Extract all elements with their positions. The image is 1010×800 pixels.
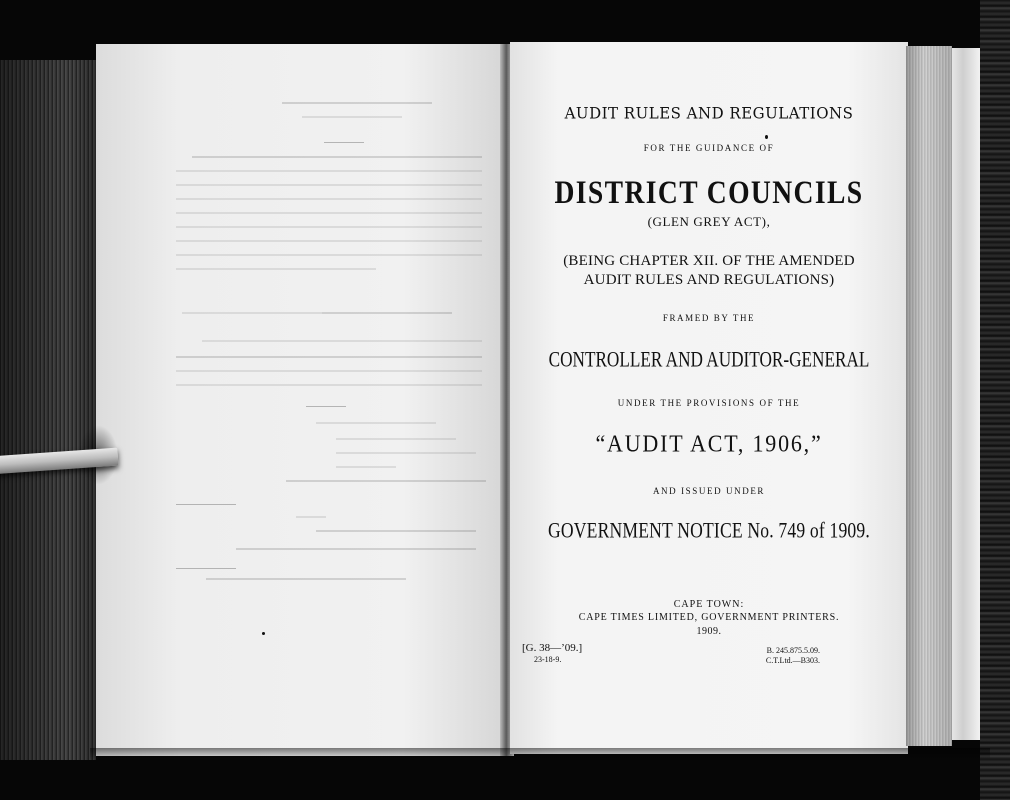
main-title: DISTRICT COUNCILS xyxy=(554,174,864,211)
ghost-text xyxy=(322,312,452,314)
author-title: CONTROLLER AND AUDITOR-GENERAL xyxy=(548,347,870,373)
ghost-text xyxy=(236,548,476,550)
ink-speck xyxy=(262,632,265,635)
act-title: “AUDIT ACT, 1906,” xyxy=(595,429,823,458)
ghost-text xyxy=(176,198,482,200)
right-edge-shade xyxy=(906,46,952,746)
ghost-text xyxy=(176,268,376,270)
printer-control-code: C.T.Ltd.—B303. xyxy=(765,656,820,665)
chapter-note-line1: (BEING CHAPTER XII. OF THE AMENDED xyxy=(563,253,855,269)
ghost-rule xyxy=(176,568,236,569)
ghost-text xyxy=(336,466,396,468)
ghost-text xyxy=(176,384,482,386)
ghost-rule xyxy=(176,504,236,505)
bottom-shadow xyxy=(90,748,990,760)
subtitle-guidance: FOR THE GUIDANCE OF xyxy=(643,143,775,153)
ghost-text xyxy=(302,116,402,118)
right-cover-board xyxy=(952,48,980,740)
ghost-text xyxy=(192,156,482,158)
ghost-text xyxy=(202,340,482,342)
ghost-text xyxy=(316,530,476,532)
ghost-text xyxy=(176,170,482,172)
ghost-text xyxy=(336,438,456,440)
imprint-printer: CAPE TIMES LIMITED, GOVERNMENT PRINTERS. xyxy=(578,612,840,623)
ghost-text xyxy=(316,422,436,424)
ghost-text xyxy=(176,254,482,256)
ghost-text xyxy=(206,578,406,580)
ghost-text xyxy=(286,480,486,482)
issued-under-label: AND ISSUED UNDER xyxy=(652,486,766,496)
ink-speck xyxy=(765,135,768,139)
marbled-cover-edge xyxy=(980,0,1010,800)
chapter-note-line2: AUDIT RULES AND REGULATIONS) xyxy=(583,272,835,288)
imprint-year: 1909. xyxy=(696,626,722,637)
framed-by-label: FRAMED BY THE xyxy=(662,313,756,323)
ghost-text xyxy=(182,312,322,314)
ghost-text xyxy=(176,240,482,242)
title-heading: AUDIT RULES AND REGULATIONS xyxy=(564,103,854,123)
government-notice: GOVERNMENT NOTICE No. 749 of 1909. xyxy=(548,518,870,544)
ghost-text xyxy=(296,516,326,518)
ghost-rule xyxy=(324,142,364,143)
ghost-text xyxy=(336,452,476,454)
ghost-text xyxy=(282,102,432,104)
ghost-rule xyxy=(306,406,346,407)
provisions-label: UNDER THE PROVISIONS OF THE xyxy=(617,398,801,408)
ghost-text xyxy=(176,184,482,186)
left-edge-shade xyxy=(0,60,96,760)
ghost-text xyxy=(176,226,482,228)
left-page-bleedthrough xyxy=(96,44,506,756)
imprint-place: CAPE TOWN: xyxy=(673,599,745,610)
act-name: (GLEN GREY ACT), xyxy=(647,214,771,229)
ghost-text xyxy=(176,370,482,372)
ghost-text xyxy=(176,356,482,358)
print-reference: B. 245.875.5.09. xyxy=(766,646,820,655)
ghost-text xyxy=(176,212,482,214)
document-code: [G. 38—’09.] xyxy=(522,642,583,654)
document-date-code: 23-18-9. xyxy=(534,655,562,664)
